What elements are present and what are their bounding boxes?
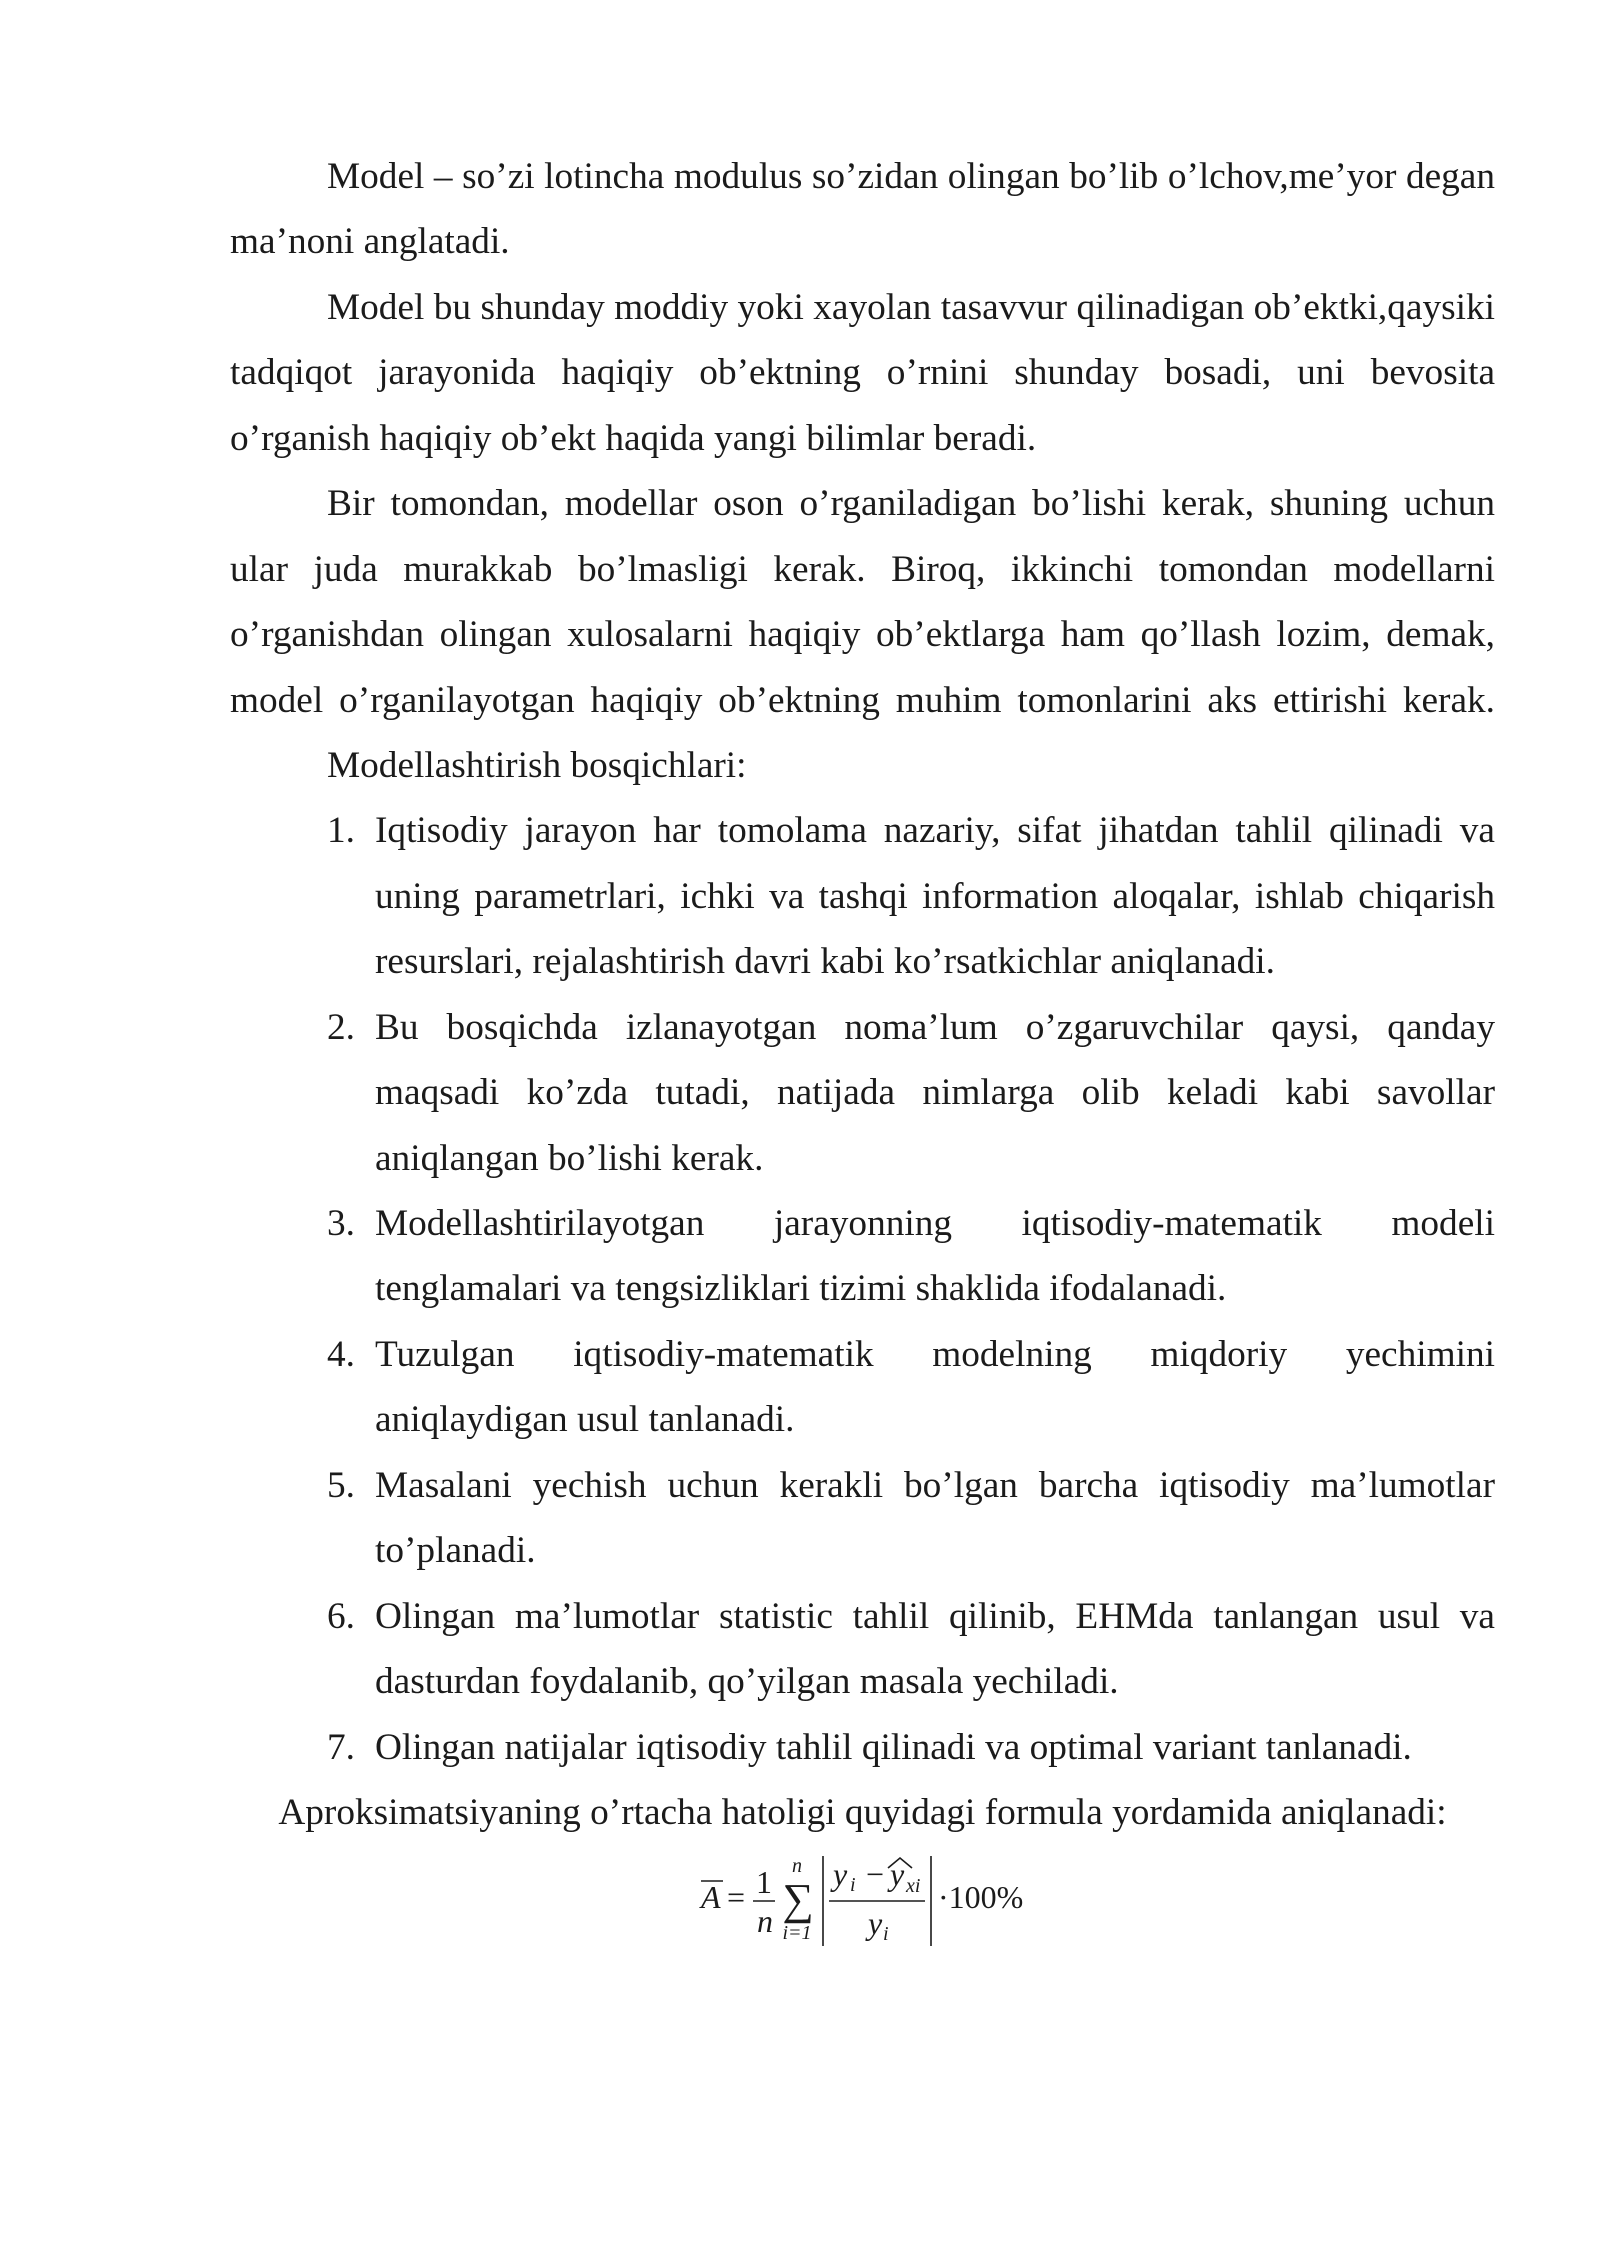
- list-item-text: Olingan ma’lumotlar statistic tahlil qilinib, EHMda tanlangan usul va: [375, 1595, 1495, 1637]
- list-item: [327, 1453, 1495, 1518]
- paragraph-line: Model bu shunday moddiy yoki xayolan tasavvur qilinadigan ob’ektki,qaysiki: [327, 286, 1495, 328]
- formula-minus-sign: −: [866, 1856, 885, 1892]
- list-item-continuation: dasturdan foydalanib, qo’yilgan masala yechiladi.: [375, 1661, 1119, 1703]
- formula-summation-lower-limit: i=1: [782, 1922, 812, 1944]
- formula-numerator-variable: y: [833, 1856, 848, 1892]
- list-item-number: 4.: [327, 1333, 355, 1375]
- list-item-continuation: tenglamalari va tengsizliklari tizimi shaklida ifodalanadi.: [375, 1268, 1227, 1310]
- formula-equals-sign: =: [727, 1879, 746, 1915]
- list-item-number: 3.: [327, 1203, 355, 1244]
- approximation-error-formula: [690, 1840, 1050, 1960]
- list-item-continuation: aniqlaydigan usul tanlanadi.: [375, 1399, 795, 1441]
- list-item-continuation: resurslari, rejalashtirish davri kabi ko’rsatkichlar aniqlanadi.: [375, 941, 1275, 983]
- paragraph-line: tadqiqot jarayonida haqiqiy ob’ektning o’rnini shunday bosadi, uni bevosita: [230, 352, 1495, 394]
- list-item-continuation: aniqlangan bo’lishi kerak.: [375, 1137, 764, 1179]
- list-item-text: Masalani yechish uchun kerakli bo’lgan barcha iqtisodiy ma’lumotlar: [375, 1464, 1495, 1506]
- paragraph-line: o’rganish haqiqiy ob’ekt haqida yangi bilimlar beradi.: [230, 417, 1037, 459]
- list-item-number: 5.: [327, 1464, 355, 1506]
- list-item-text: Tuzulgan iqtisodiy-matematik modelning miqdoriy yechimini: [375, 1333, 1495, 1375]
- formula-intro: Aproksimatsiyaning o’rtacha hatoligi quyidagi formula yordamida aniqlanadi:: [278, 1791, 1447, 1833]
- document-body: [230, 144, 1495, 1845]
- list-item: [327, 1584, 1495, 1649]
- paragraph-line: ma’noni anglatadi.: [230, 221, 510, 263]
- formula-denominator-variable-subscript: i: [883, 1923, 889, 1945]
- list-item-continuation: maqsadi ko’zda tutadi, natijada nimlarga olib keladi kabi savollar: [375, 1072, 1495, 1114]
- list-item: [327, 1191, 1495, 1256]
- paragraph-line: Bir tomondan, modellar oson o’rganiladigan bo’lishi kerak, shuning uchun: [327, 483, 1495, 525]
- formula-numerator-variable-subscript: i: [850, 1874, 856, 1896]
- paragraph-line: o’rganishdan olingan xulosalarni haqiqiy ob’ektlarga ham qo’llash lozim, demak,: [230, 614, 1495, 656]
- formula-estimate-variable-subscript: xi: [906, 1875, 921, 1897]
- list-item-continuation: uning parametrlari, ichki va tashqi information aloqalar, ishlab chiqarish: [375, 875, 1495, 917]
- list-item-number: 7.: [327, 1726, 355, 1768]
- steps-heading: Modellashtirish bosqichlari:: [327, 744, 747, 786]
- list-item-number: 1.: [327, 810, 355, 852]
- paragraph-line: model o’rganilayotgan haqiqiy ob’ektning muhim tomonlarini aks ettirishi kerak.: [230, 679, 1495, 721]
- formula-coefficient-denominator: n: [757, 1903, 773, 1939]
- list-item: [327, 995, 1495, 1060]
- paragraph-line: ular juda murakkab bo’lmasligi kerak. Biroq, ikkinchi tomondan modellarni: [230, 548, 1495, 590]
- formula-coefficient-numerator: 1: [756, 1864, 772, 1900]
- list-item-number: 2.: [327, 1006, 355, 1048]
- list-item: [327, 1322, 1495, 1387]
- formula-summation-upper-limit: n: [792, 1855, 802, 1877]
- formula-estimate-variable: y: [890, 1856, 905, 1892]
- list-item-continuation: to’planadi.: [375, 1530, 536, 1572]
- list-item-text: Olingan natijalar iqtisodiy tahlil qilinadi va optimal variant tanlanadi.: [375, 1726, 1412, 1768]
- list-item-number: 6.: [327, 1595, 355, 1637]
- list-item: [327, 1715, 1495, 1780]
- formula-lhs-variable: A: [701, 1879, 721, 1915]
- list-item: [327, 798, 1495, 863]
- formula-summation-symbol: ∑: [782, 1875, 814, 1924]
- list-item-text: Bu bosqichda izlanayotgan noma’lum o’zgaruvchilar qaysi, qanday: [375, 1006, 1495, 1048]
- paragraph-line: Model – so’zi lotincha modulus so’zidan olingan bo’lib o’lchov,me’yor degan: [327, 156, 1495, 197]
- formula-denominator-variable: y: [868, 1905, 883, 1941]
- list-item-text: Iqtisodiy jarayon har tomolama nazariy, sifat jihatdan tahlil qilinadi va: [375, 810, 1495, 852]
- formula-percent-multiplier: ·100%: [938, 1879, 1024, 1915]
- list-item-text: Modellashtirilayotgan jarayonning iqtisodiy-matematik modeli: [375, 1203, 1495, 1244]
